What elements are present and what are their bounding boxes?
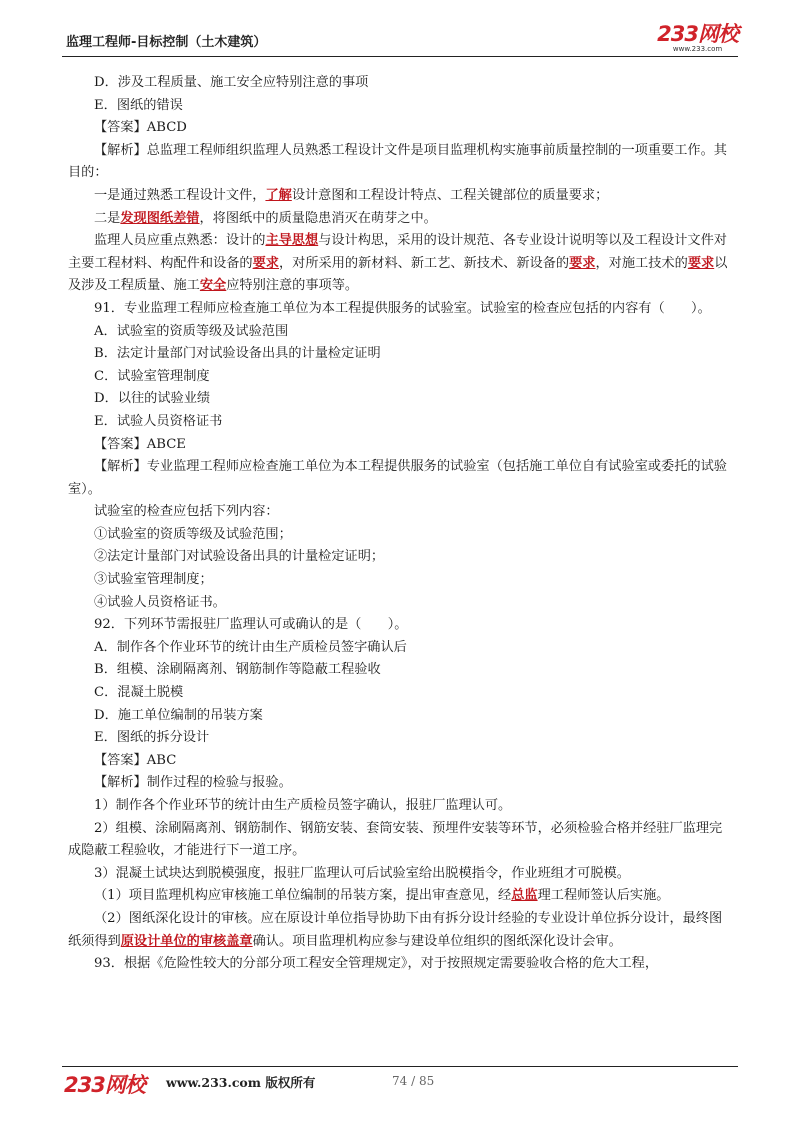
paragraph (68, 434, 734, 457)
paragraph (68, 411, 734, 434)
text-segment: ①试验室的资质等级及试验范围； (94, 526, 292, 542)
text-segment: 93．根据《危险性较大的分部分项工程安全管理规定》，对于按照规定需要验收合格的危大工程， (94, 956, 659, 972)
highlighted-text: 安全 (199, 278, 227, 294)
logo-url: www.233.com (672, 45, 723, 53)
paragraph (68, 818, 734, 863)
highlighted-text: 了解 (265, 187, 292, 203)
text-segment: D．施工单位编制的吊装方案 (94, 707, 263, 723)
highlighted-text: 总监 (511, 888, 538, 904)
copyright-text: www.233.com 版权所有 (166, 1075, 316, 1090)
paragraph (68, 230, 734, 298)
page-footer (62, 1066, 738, 1107)
text-segment: 3）混凝土试块达到脱模强度，报驻厂监理认可后试验室给出脱模指令，作业班组才可脱模。 (94, 865, 630, 881)
text-segment: C．试验室管理制度 (94, 368, 210, 384)
paragraph (68, 501, 734, 524)
paragraph (68, 185, 734, 208)
paragraph (68, 795, 734, 818)
text-segment: A．试验室的资质等级及试验范围 (94, 323, 289, 339)
highlighted-text: 主导思想 (265, 233, 319, 249)
text-segment: 与设计构思，采用的设计规范、各专业设计说明等以及工程设计文件对主要工程材料、构配件和设备的 (68, 233, 727, 271)
highlighted-text: 原设计单位的审核盖章 (120, 933, 253, 949)
paragraph (68, 321, 734, 344)
text-segment: ④试验人员资格证书。 (94, 594, 226, 610)
document-title: 监理工程师-目标控制（土木建筑） (66, 35, 267, 50)
text-segment: 【解析】专业监理工程师应检查施工单位为本工程提供服务的试验室（包括施工单位自有试验室或委托的试验室）。 (68, 459, 727, 497)
text-segment: ，对所采用的新材料、新工艺、新技术、新设备的 (279, 255, 570, 271)
text-segment: B．法定计量部门对试验设备出具的计量检定证明 (94, 346, 381, 362)
highlighted-text: 发现图纸差错 (120, 210, 200, 226)
paragraph (68, 546, 734, 569)
text-segment: ②法定计量部门对试验设备出具的计量检定证明； (94, 549, 385, 565)
text-segment: 理工程师签认后实施。 (537, 888, 670, 904)
paragraph (68, 682, 734, 705)
highlighted-text: 要求 (687, 255, 715, 271)
text-segment: 【答案】ABC (94, 752, 177, 768)
text-segment: 【答案】ABCE (94, 436, 186, 452)
paragraph (68, 569, 734, 592)
text-segment: 【解析】总监理工程师组织监理人员熟悉工程设计文件是项目监理机构实施事前质量控制的一项重要工作。其目的： (68, 142, 727, 181)
text-segment: E．图纸的错误 (94, 97, 183, 113)
text-segment: 以及涉及工程质量、施工 (68, 255, 728, 294)
document-body (68, 72, 734, 976)
text-segment: B．组模、涂刷隔离剂、钢筋制作等隐蔽工程验收 (94, 662, 381, 678)
text-segment: A．制作各个作业环节的统计由生产质检员签字确认后 (94, 639, 407, 655)
brand-logo (657, 23, 738, 53)
paragraph (68, 343, 734, 366)
text-segment: 确认。项目监理机构应参与建设单位组织的图纸深化设计会审。 (252, 933, 622, 949)
paragraph (68, 298, 734, 321)
paragraph (68, 659, 734, 682)
paragraph (68, 72, 734, 95)
paragraph (68, 208, 734, 231)
paragraph (68, 953, 734, 976)
paragraph (68, 908, 734, 953)
paragraph (68, 772, 734, 795)
paragraph (68, 750, 734, 773)
text-segment: E．试验人员资格证书 (94, 413, 223, 429)
page-header (62, 18, 738, 57)
text-segment: D．涉及工程质量、施工安全应特别注意的事项 (94, 75, 369, 90)
paragraph (68, 614, 734, 637)
highlighted-text: 要求 (252, 255, 279, 271)
text-segment: 1）制作各个作业环节的统计由生产质检员签字确认，报驻厂监理认可。 (94, 798, 512, 813)
paragraph (68, 456, 734, 501)
paragraph (68, 140, 734, 185)
text-segment: 设计意图和工程设计特点、工程关键部位的质量要求； (291, 187, 609, 203)
text-segment: 试验室的检查应包括下列内容： (94, 504, 279, 520)
paragraph (68, 366, 734, 389)
paragraph (68, 885, 734, 908)
text-segment: ，将图纸中的质量隐患消灭在萌芽之中。 (199, 210, 437, 226)
footer-logo: 233网校 (64, 1073, 145, 1097)
text-segment: 91．专业监理工程师应检查施工单位为本工程提供服务的试验室。试验室的检查应包括的内容有（ ）。 (94, 300, 711, 316)
text-segment: 【解析】制作过程的检验与报验。 (94, 775, 292, 791)
text-segment: C．混凝土脱模 (94, 685, 184, 701)
text-segment: ，对施工技术的 (595, 255, 688, 271)
text-segment: 【答案】ABCD (94, 120, 187, 136)
paragraph (68, 388, 734, 411)
text-segment: ③试验室管理制度； (94, 572, 213, 588)
paragraph (68, 117, 734, 140)
logo-text: 233网校 (657, 22, 738, 46)
paragraph (68, 727, 734, 750)
text-segment: 应特别注意的事项等。 (226, 278, 359, 294)
text-segment: 监理人员应重点熟悉：设计的 (94, 233, 266, 249)
paragraph (68, 524, 734, 547)
text-segment: （2）图纸深化设计的审核。应在原设计单位指导协助下由有拆分设计经验的专业设计单位拆分设计，最终图纸须得到 (68, 910, 723, 949)
text-segment: 二是 (94, 210, 121, 226)
text-segment: 一是通过熟悉工程设计文件， (94, 187, 266, 203)
text-segment: D．以往的试验业绩 (94, 391, 211, 407)
text-segment: 92．下列环节需报驻厂监理认可或确认的是（ ）。 (94, 617, 408, 633)
paragraph (68, 637, 734, 660)
text-segment: 2）组模、涂刷隔离剂、钢筋制作、钢筋安装、套筒安装、预埋件安装等环节，必须检验合格并经驻厂监理完成隐蔽工程验收，才能进行下一道工序。 (68, 820, 723, 859)
paragraph (68, 705, 734, 728)
page-number: 74 / 85 (392, 1074, 435, 1088)
paragraph (68, 592, 734, 615)
paragraph (68, 95, 734, 118)
text-segment: E．图纸的拆分设计 (94, 730, 210, 746)
text-segment: （1）项目监理机构应审核施工单位编制的吊装方案，提出审查意见，经 (94, 888, 512, 904)
paragraph (68, 863, 734, 886)
highlighted-text: 要求 (569, 255, 596, 271)
